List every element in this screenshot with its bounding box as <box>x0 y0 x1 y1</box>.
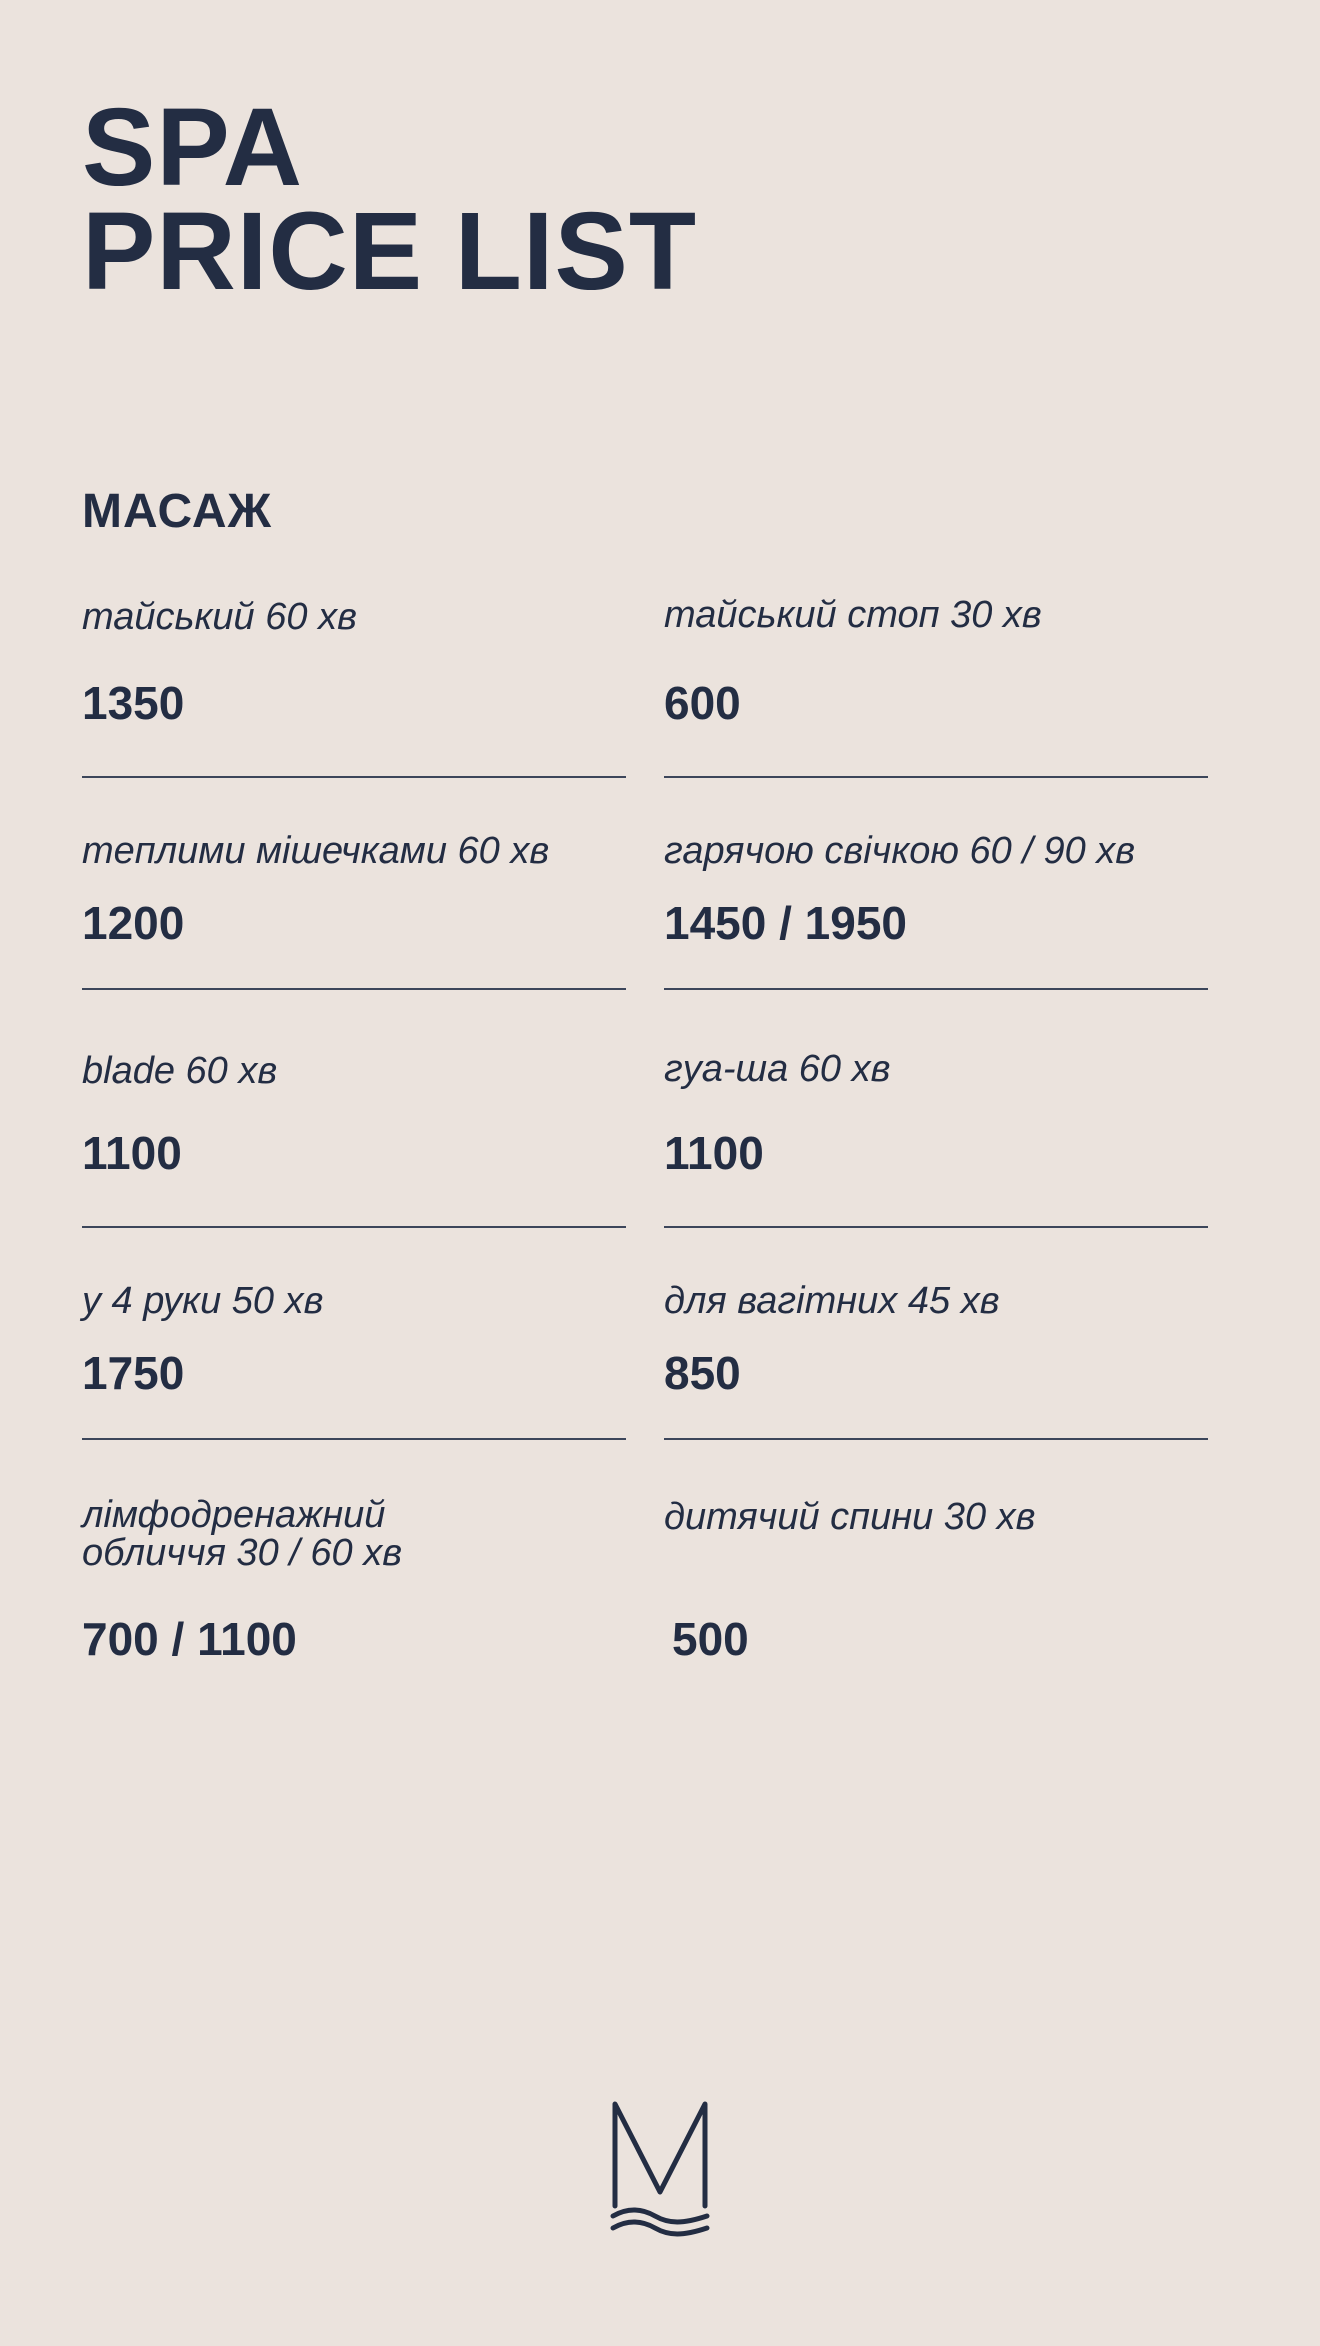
service-name-line-2: обличчя 30 / 60 хв <box>82 1532 403 1574</box>
page-title <box>82 86 698 313</box>
service-name: тайський 60 хв <box>82 596 357 638</box>
service-price: 700 / 1100 <box>82 1613 297 1665</box>
service-name: гуа-ша 60 хв <box>664 1048 891 1090</box>
service-price: 600 <box>664 677 741 729</box>
service-price: 500 <box>672 1613 749 1665</box>
service-price: 1100 <box>664 1127 764 1179</box>
service-name: лімфодренажний <box>82 1494 386 1536</box>
service-name: тайський стоп 30 хв <box>664 594 1042 636</box>
service-name: у 4 руки 50 хв <box>82 1280 324 1322</box>
divider <box>82 1226 626 1228</box>
divider <box>664 988 1208 990</box>
service-name: теплими мішечками 60 хв <box>82 830 550 872</box>
service-name: гарячою свічкою 60 / 90 хв <box>664 830 1136 872</box>
service-price: 1750 <box>82 1347 185 1399</box>
divider <box>82 1438 626 1440</box>
title-line-price-list: PRICE LIST <box>82 190 698 313</box>
title-line-spa: SPA <box>82 86 304 209</box>
divider <box>82 988 626 990</box>
service-price: 1350 <box>82 677 185 729</box>
brand-logo <box>607 2100 713 2240</box>
divider <box>664 776 1208 778</box>
service-name: blade 60 хв <box>82 1050 278 1092</box>
divider <box>664 1226 1208 1228</box>
service-price: 1200 <box>82 897 185 949</box>
service-name: для вагітних 45 хв <box>664 1280 1000 1322</box>
service-price: 1100 <box>82 1127 182 1179</box>
divider <box>82 776 626 778</box>
m-wave-logo-icon <box>607 2100 713 2240</box>
service-price: 850 <box>664 1347 741 1399</box>
divider <box>664 1438 1208 1440</box>
service-price: 1450 / 1950 <box>664 897 908 949</box>
section-title-massage: МАСАЖ <box>82 485 272 538</box>
service-name: дитячий спини 30 хв <box>664 1496 1036 1538</box>
